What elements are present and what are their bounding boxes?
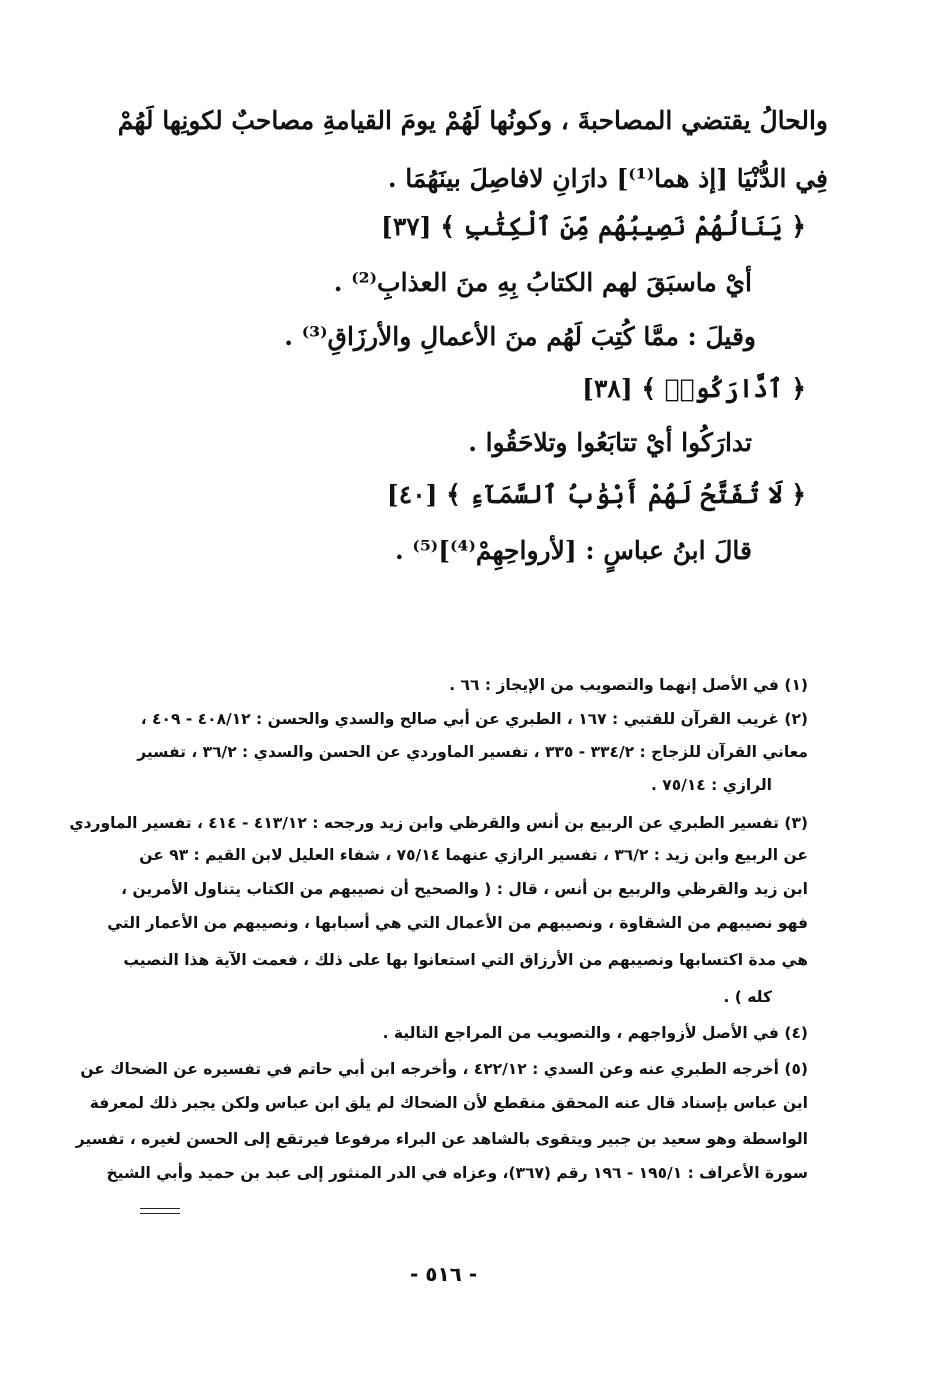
page-number: - ٥١٦ - [410,1262,478,1286]
footnote-5-line-1: (٥) أخرجه الطبري عنه وعن السدي : ٤٢٢/١٢ ، وأخرجه ابن أبي حاتم في تفسيره عن الضحاك عن [80,1060,808,1078]
commentary-verse-38: تدارَكُوا أيْ تتابَعُوا وتلاحَقُوا . [468,428,752,457]
commentary-verse-37-b: وقيلَ : ممَّا كُتِبَ لَهُم منَ الأعمالِ والأرزَاقِ⁽³⁾ . [284,322,756,351]
commentary-verse-40: قالَ ابنُ عباسٍ : [لأرواحِهِمْ⁽⁴⁾]⁽⁵⁾ . [394,536,752,565]
footnote-2-line-2: معاني القرآن للزجاج : ٣٣٤/٢ - ٣٣٥ ، تفسير الماوردي عن الحسن والسدي : ٣٦/٢ ، تفسير [137,743,808,761]
quran-verse-37: ﴿ يَنَالُهُمْ نَصِيبُهُم مِّنَ ٱلْكِتَٰبِ ﴾ [٣٧] [380,212,806,241]
footnote-1-line-1: (١) في الأصل إنهما والتصويب من الإيجاز : ٦٦ . [449,676,808,694]
main-text-line-1: والحالُ يقتضي المصاحبةَ ، وكونُها لَهُمْ يومَ القيامةِ مصاحبٌ لكونِها لَهُمْ [117,106,828,135]
footnote-3-line-5: هي مدة اكتسابها ونصيبهم من الأرزاق التي استعانوا بها على ذلك ، فعمت الآية هذا النصيب [123,951,808,969]
footnote-5-line-2: ابن عباس بإسناد قال عنه المحقق منقطع لأن الضحاك لم يلق ابن عباس ولكن يجبر ذلك لمعرفة [89,1094,808,1112]
footnote-3-line-6: كله ) . [723,988,772,1006]
footnote-3-line-1: (٣) تفسير الطبري عن الربيع بن أنس والقرظي وابن زيد ورجحه : ٤١٣/١٢ - ٤١٤ ، تفسير الماوردي [69,814,808,832]
footnote-5-line-3: الواسطة وهو سعيد بن جبير ويتقوى بالشاهد عن البراء مرفوعا فيرتقع إلى الحسن لغيره ، تفسير [75,1130,808,1148]
quran-verse-40: ﴿ لَا تُفَتَّحُ لَهُمْ أَبْوَٰبُ ٱلسَّمَآءِ ﴾ [٤٠] [386,480,806,509]
footnote-3-line-3: ابن زيد والقرظي والربيع بن أنس ، قال : ( والصحيح أن نصيبهم من الكتاب يتناول الأمرين ، [121,880,808,898]
commentary-verse-37-a: أيْ ماسبَقَ لهم الكتابُ بِهِ منَ العذابِ⁽²⁾ . [333,268,752,297]
quran-verse-38: ﴿ ٱدَّارَكُوا۟ ﴾ [٣٨] [582,374,806,403]
footnote-continuation-rule [140,1208,180,1209]
footnote-2-line-1: (٢) غريب القرآن للقتبي : ١٦٧ ، الطبري عن أبي صالح والسدي والحسن : ٤٠٨/١٢ - ٤٠٩ ، [140,710,808,728]
footnote-4-line-1: (٤) في الأصل لأزواجهم ، والتصويب من المراجع التالية . [382,1024,808,1042]
footnote-5-line-4: سورة الأعراف : ١٩٥/١ - ١٩٦ رقم (٣٦٧)، وعزاه في الدر المنثور إلى عبد بن حميد وأبي الشيخ [106,1164,808,1182]
footnote-continuation-rule-2 [140,1213,180,1214]
footnote-3-line-4: فهو نصيبهم من الشقاوة ، ونصيبهم من الأعمال التي هي أسبابها ، ونصيبهم من الأعمار التي [107,914,808,932]
footnote-3-line-2: عن الربيع وابن زيد : ٣٦/٢ ، تفسير الرازي عنهما ٧٥/١٤ ، شفاء العليل لابن القيم : ٩٣ عن [139,846,808,864]
main-text-line-2: فِي الدُّنْيَا [إذ هما⁽¹⁾] دارَانِ لافاصِلَ بينَهُمَا . [387,164,828,193]
footnote-2-line-3: الرازي : ٧٥/١٤ . [650,776,772,794]
